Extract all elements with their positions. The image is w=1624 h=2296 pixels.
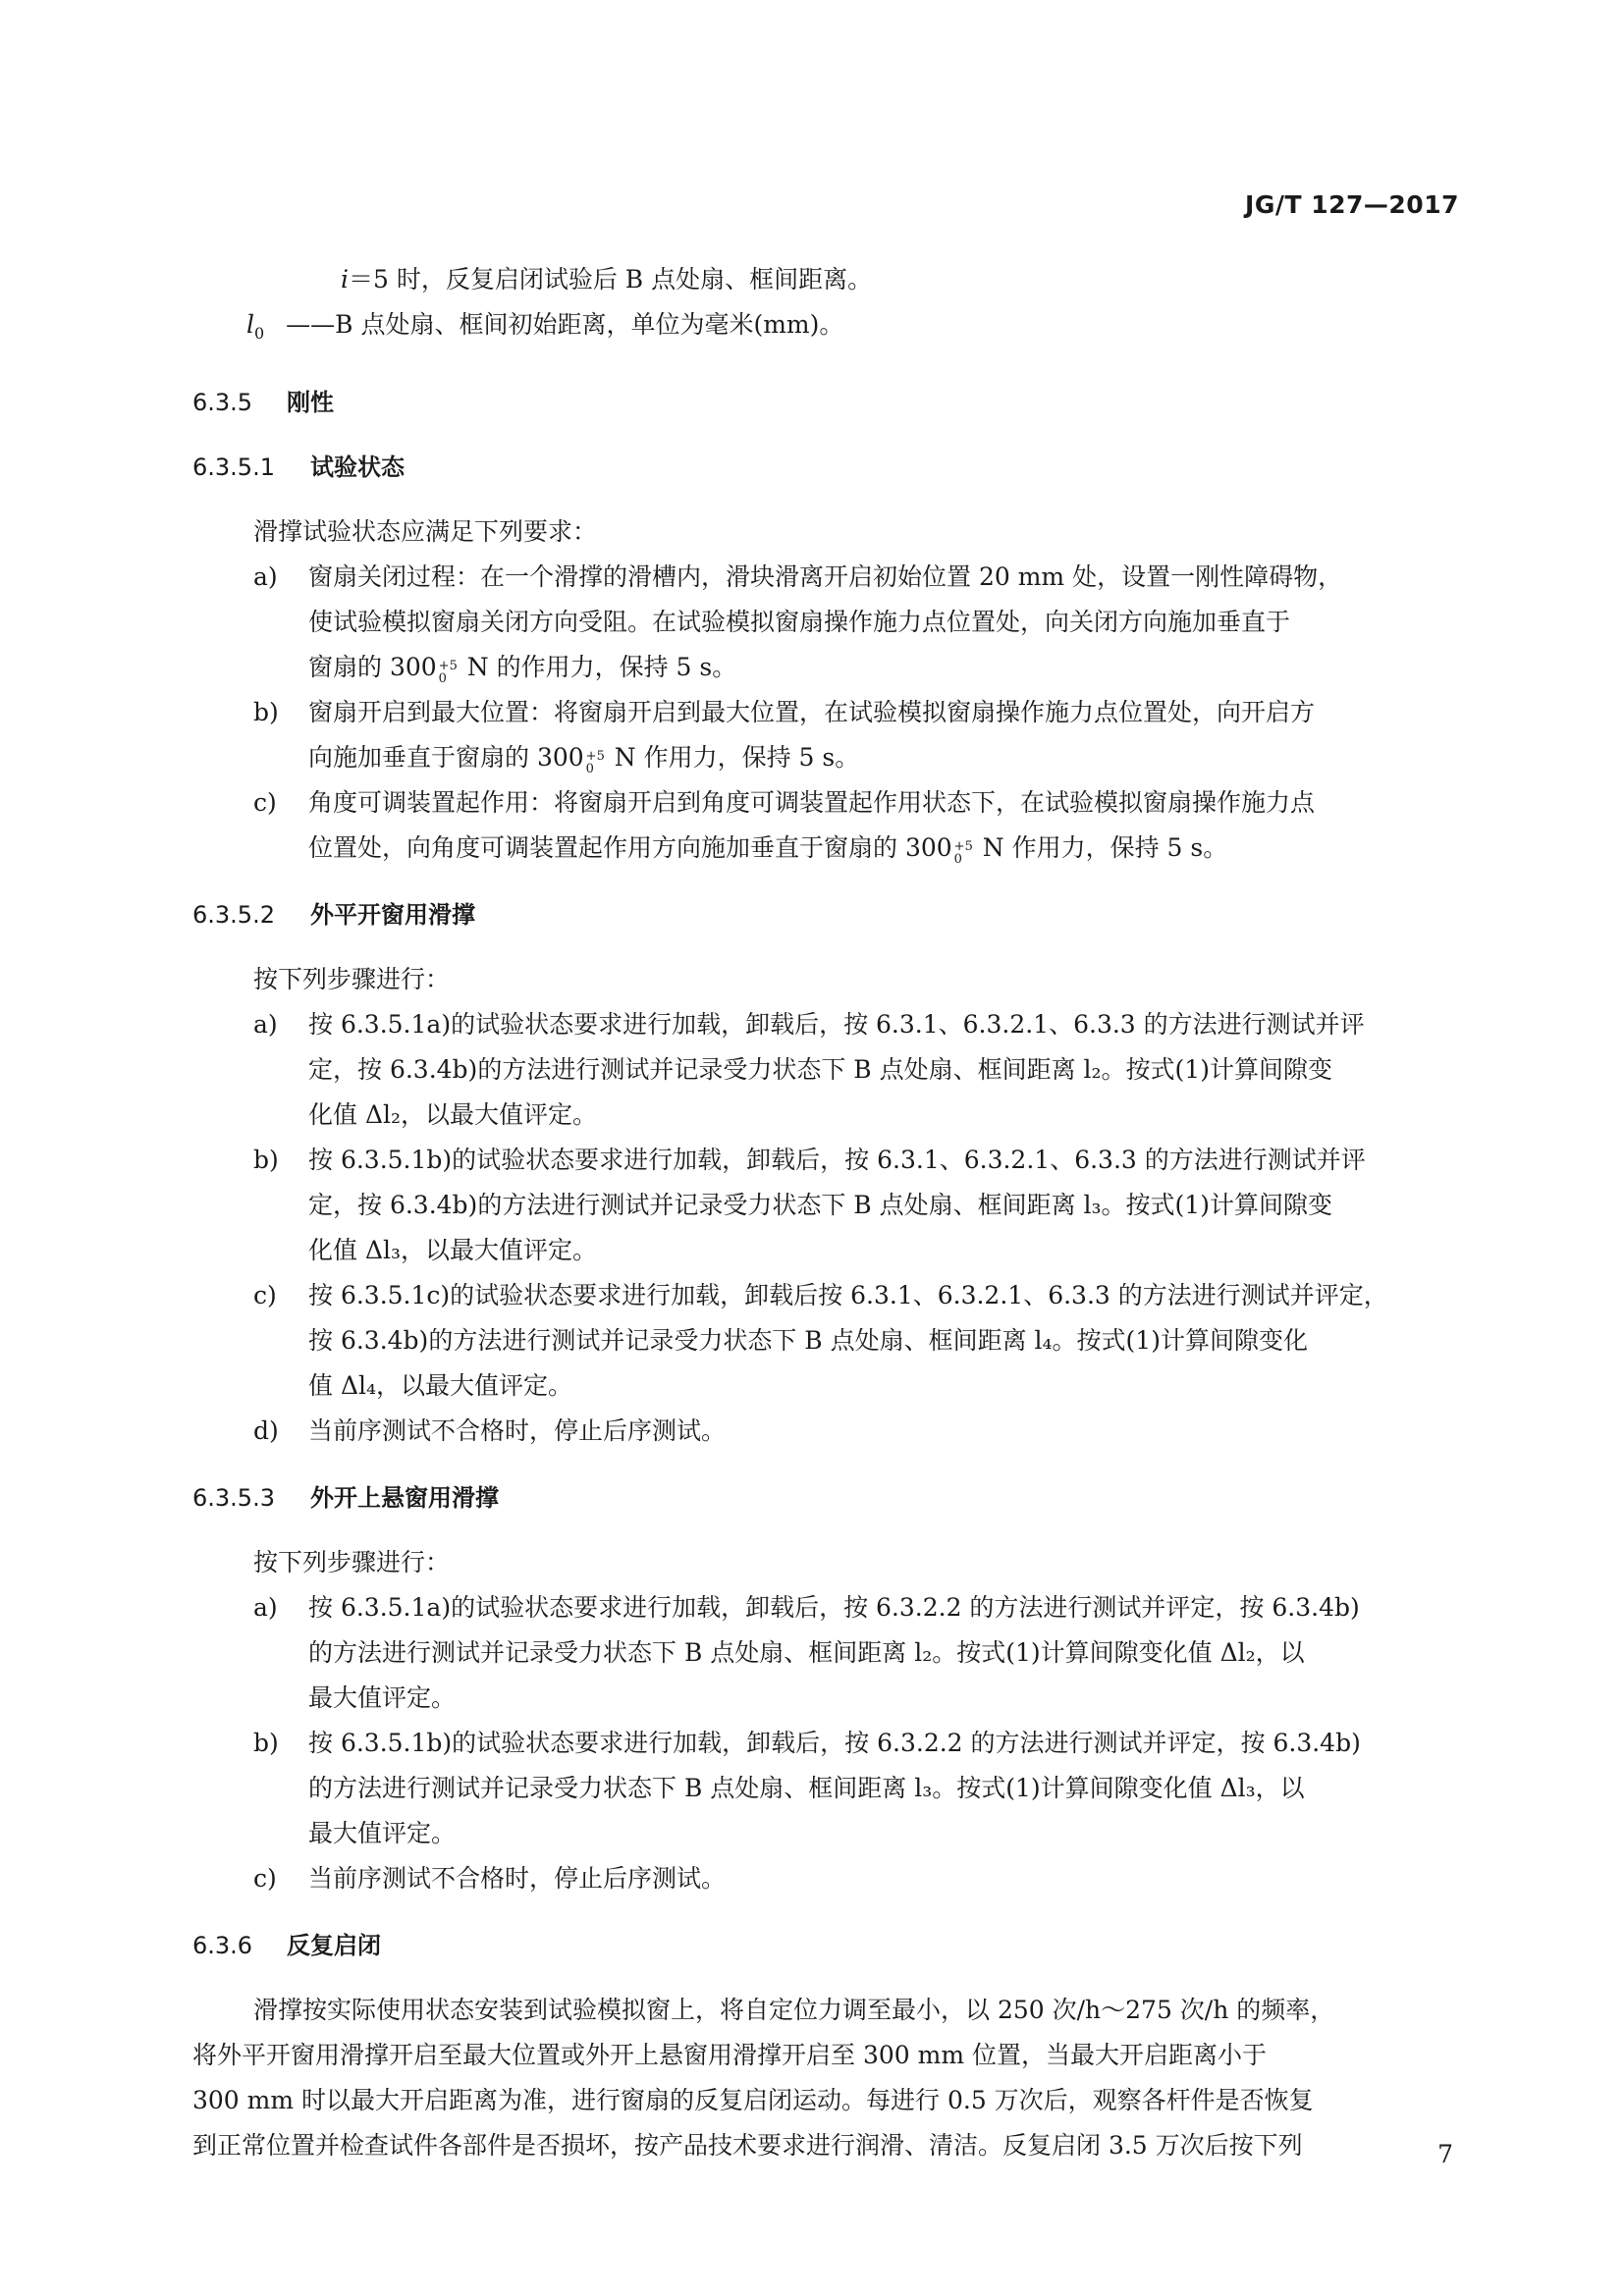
list-item [192, 1273, 1459, 1409]
tolerance-lower: 0 [438, 671, 447, 686]
section-heading-6-3-5-2 [192, 892, 1459, 937]
tolerance [439, 660, 458, 685]
section-title: 刚性 [287, 389, 334, 416]
list-text-line: 按 6.3.5.1a)的试验状态要求进行加载，卸载后，按 6.3.1、6.3.2.1、6.3.3 的方法进行测试并评 [308, 1010, 1365, 1039]
list-marker: c) [253, 1864, 277, 1893]
section-heading-6-3-5 [192, 380, 1459, 425]
tolerance-upper: +5 [438, 659, 458, 673]
definition-l0 [192, 302, 1459, 356]
section-title: 外平开窗用滑撑 [310, 901, 475, 929]
list-text-line: 角度可调装置起作用：将窗扇开启到角度可调装置起作用状态下，在试验模拟窗扇操作施力点 [308, 788, 1316, 817]
intro-paragraph: 滑撑试验状态应满足下列要求： [253, 517, 598, 546]
body-paragraph-line: 到正常位置并检查试件各部件是否损坏，按产品技术要求进行润滑、清洁。反复启闭 3.5 万次后按下列 [192, 2131, 1303, 2160]
list-text-line: 当前序测试不合格时，停止后序测试。 [308, 1864, 727, 1893]
symbol-i: i [341, 265, 349, 294]
list-item [192, 1002, 1459, 1138]
symbol-l0-subscript: 0 [254, 324, 265, 343]
list-item [192, 555, 1459, 690]
body-paragraph-line: 滑撑按实际使用状态安装到试验模拟窗上，将自定位力调至最小，以 250 次/h～275 次/h 的频率， [253, 1996, 1335, 2024]
list-marker: b) [253, 1146, 279, 1174]
list-marker: b) [253, 1729, 279, 1757]
list-text-line: 的方法进行测试并记录受力状态下 B 点处扇、框间距离 l₃。按式(1)计算间隙变化值 Δl₃，以 [308, 1774, 1305, 1802]
list-text-line: 值 Δl₄，以最大值评定。 [308, 1371, 573, 1400]
section-heading-6-3-5-3 [192, 1475, 1459, 1521]
section-number: 6.3.5 [192, 389, 253, 416]
list-marker: a) [253, 1593, 278, 1622]
list-text-line [308, 645, 1459, 690]
list-marker: b) [253, 698, 279, 726]
text-fragment: 向施加垂直于窗扇的 300 [308, 743, 584, 772]
list-marker: a) [253, 562, 278, 591]
intro-paragraph: 按下列步骤进行： [253, 1548, 451, 1576]
list-marker: d) [253, 1416, 279, 1445]
list-item [192, 1138, 1459, 1273]
tolerance [586, 750, 605, 775]
list-text-line: 窗扇开启到最大位置：将窗扇开启到最大位置，在试验模拟窗扇操作施力点位置处，向开启方 [308, 698, 1316, 726]
section-heading-6-3-5-1 [192, 445, 1459, 490]
section-title: 反复启闭 [287, 1932, 381, 1959]
list-text-line [308, 735, 1459, 780]
list-text-line: 的方法进行测试并记录受力状态下 B 点处扇、框间距离 l₂。按式(1)计算间隙变化值 Δl₂，以 [308, 1638, 1305, 1667]
list-item [192, 1721, 1459, 1856]
list-marker: c) [253, 1281, 277, 1309]
section-number: 6.3.5.2 [192, 901, 275, 929]
tolerance-upper: +5 [585, 749, 605, 764]
text-fragment: N 的作用力，保持 5 s。 [459, 653, 737, 681]
list-text-line: 最大值评定。 [308, 1819, 457, 1847]
section-number: 6.3.5.3 [192, 1484, 275, 1512]
text-fragment: N 作用力，保持 5 s。 [606, 743, 860, 772]
page-number: 7 [1437, 2140, 1453, 2168]
list-text-line: 定，按 6.3.4b)的方法进行测试并记录受力状态下 B 点处扇、框间距离 l₂。按式(1)计算间隙变 [308, 1055, 1332, 1084]
text-fragment: 位置处，向角度可调装置起作用方向施加垂直于窗扇的 300 [308, 833, 952, 862]
list-item [192, 1585, 1459, 1721]
list-text-line: 最大值评定。 [308, 1683, 457, 1712]
list-item [192, 1409, 1459, 1454]
document-code: JG/T 127—2017 [1245, 190, 1459, 219]
list-text-line [308, 826, 1459, 871]
list-text-line: 化值 Δl₃，以最大值评定。 [308, 1236, 598, 1264]
list-text-line: 窗扇关闭过程：在一个滑撑的滑槽内，滑块滑离开启初始位置 20 mm 处，设置一刚性障碍物， [308, 562, 1343, 591]
section-heading-6-3-6 [192, 1923, 1459, 1968]
list-text-line: 按 6.3.4b)的方法进行测试并记录受力状态下 B 点处扇、框间距离 l₄。按式(1)计算间隙变化 [308, 1326, 1308, 1355]
list-text-line: 当前序测试不合格时，停止后序测试。 [308, 1416, 727, 1445]
section-title: 试验状态 [310, 454, 405, 481]
list-text-line: 按 6.3.5.1b)的试验状态要求进行加载，卸载后，按 6.3.1、6.3.2.1、6.3.3 的方法进行测试并评 [308, 1146, 1366, 1174]
tolerance-lower: 0 [953, 852, 962, 867]
list-item [192, 1856, 1459, 1901]
list-text-line: 化值 Δl₂，以最大值评定。 [308, 1100, 598, 1129]
definition-line: i＝5 时，反复启闭试验后 B 点处扇、框间距离。 [341, 265, 873, 294]
page-content [192, 257, 1459, 2168]
list-text-line: 按 6.3.5.1a)的试验状态要求进行加载，卸载后，按 6.3.2.2 的方法进行测试并评定，按 6.3.4b) [308, 1593, 1360, 1622]
tolerance [954, 840, 973, 866]
section-title: 外开上悬窗用滑撑 [310, 1484, 499, 1512]
list-text-line: 按 6.3.5.1b)的试验状态要求进行加载，卸载后，按 6.3.2.2 的方法进行测试并评定，按 6.3.4b) [308, 1729, 1361, 1757]
list-marker: a) [253, 1010, 278, 1039]
definition-l0-text: ——B 点处扇、框间初始距离，单位为毫米(mm)。 [286, 310, 844, 339]
list-item [192, 780, 1459, 871]
section-number: 6.3.6 [192, 1932, 253, 1959]
intro-paragraph: 按下列步骤进行： [253, 965, 451, 993]
tolerance-upper: +5 [953, 839, 973, 854]
body-paragraph-line: 将外平开窗用滑撑开启至最大位置或外开上悬窗用滑撑开启至 300 mm 位置，当最大开启距离小于 [192, 2041, 1267, 2069]
body-paragraph-line: 300 mm 时以最大开启距离为准，进行窗扇的反复启闭运动。每进行 0.5 万次后，观察各杆件是否恢复 [192, 2086, 1314, 2114]
text-fragment: N 作用力，保持 5 s。 [974, 833, 1228, 862]
symbol-l0: l [246, 310, 254, 339]
list-text-line: 使试验模拟窗扇关闭方向受阻。在试验模拟窗扇操作施力点位置处，向关闭方向施加垂直于 [308, 608, 1291, 636]
section-number: 6.3.5.1 [192, 454, 275, 481]
list-text-line: 按 6.3.5.1c)的试验状态要求进行加载，卸载后按 6.3.1、6.3.2.1、6.3.3 的方法进行测试并评定， [308, 1281, 1388, 1309]
text-fragment: 窗扇的 300 [308, 653, 437, 681]
list-text-line: 定，按 6.3.4b)的方法进行测试并记录受力状态下 B 点处扇、框间距离 l₃。按式(1)计算间隙变 [308, 1191, 1332, 1219]
list-item [192, 690, 1459, 780]
tolerance-lower: 0 [585, 762, 594, 776]
list-marker: c) [253, 788, 277, 817]
